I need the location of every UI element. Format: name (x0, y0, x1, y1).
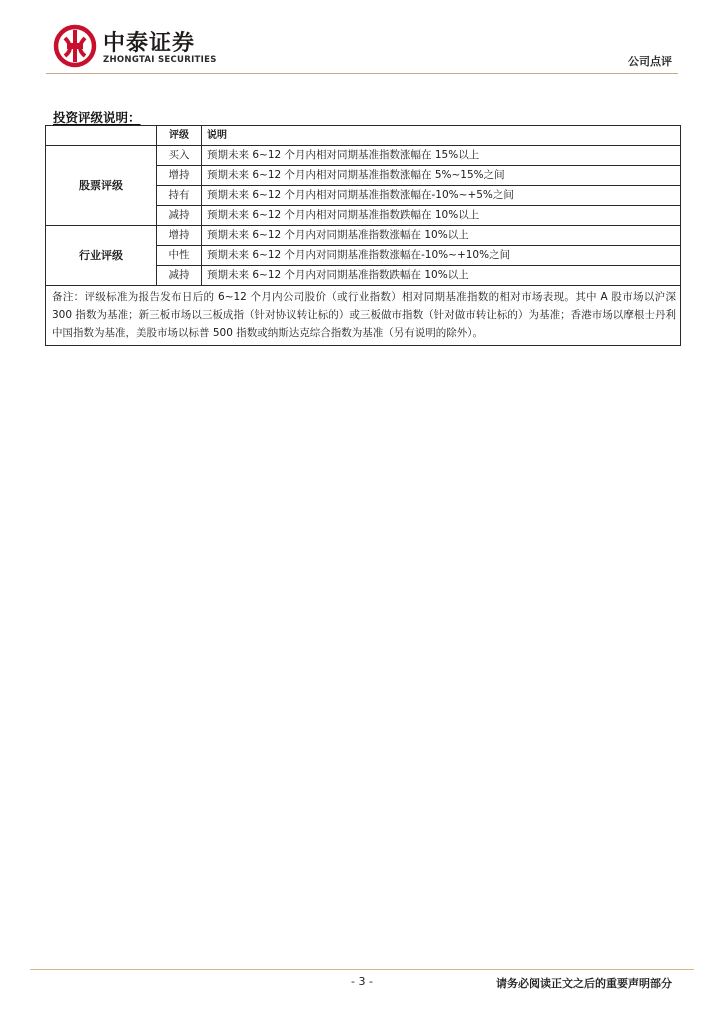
brand-name-cn: 中泰证券 (103, 31, 196, 56)
table-row (46, 146, 681, 166)
rating-level: 持有 (157, 186, 202, 206)
header-divider (46, 73, 678, 74)
section-title: 投资评级说明： (53, 110, 141, 125)
page-header (0, 0, 724, 80)
rating-description: 预期未来 6~12 个月内对同期基准指数涨幅在-10%~+10%之间 (202, 246, 681, 266)
table-header-level: 评级 (157, 126, 202, 146)
document-type-label: 公司点评 (628, 55, 672, 68)
group-stock-rating: 股票评级 (46, 146, 157, 226)
rating-level: 减持 (157, 206, 202, 226)
footer-disclaimer: 请务必阅读正文之后的重要声明部分 (496, 977, 672, 990)
rating-description: 预期未来 6~12 个月内相对同期基准指数涨幅在 15%以上 (202, 146, 681, 166)
rating-description: 预期未来 6~12 个月内对同期基准指数涨幅在 10%以上 (202, 226, 681, 246)
rating-level: 中性 (157, 246, 202, 266)
zhongtai-logo (53, 24, 253, 72)
table-header-blank (46, 126, 157, 146)
rating-level: 买入 (157, 146, 202, 166)
rating-description: 预期未来 6~12 个月内相对同期基准指数涨幅在 5%~15%之间 (202, 166, 681, 186)
rating-level: 增持 (157, 166, 202, 186)
rating-description: 预期未来 6~12 个月内相对同期基准指数涨幅在-10%~+5%之间 (202, 186, 681, 206)
group-industry-rating: 行业评级 (46, 226, 157, 286)
brand-name-en: ZHONGTAI SECURITIES (103, 55, 217, 65)
table-header-row (46, 126, 681, 146)
table-header-description: 说明 (202, 126, 681, 146)
rating-level: 增持 (157, 226, 202, 246)
table-row (46, 226, 681, 246)
rating-level: 减持 (157, 266, 202, 286)
page-number: - 3 - (351, 975, 373, 988)
rating-explanation-table (45, 125, 681, 346)
table-note-row (46, 286, 681, 346)
rating-description: 预期未来 6~12 个月内对同期基准指数跌幅在 10%以上 (202, 266, 681, 286)
footer-divider (30, 969, 694, 970)
rating-note: 备注：评级标准为报告发布日后的 6~12 个月内公司股价（或行业指数）相对同期基准指数的相对市场表现。其中 A 股市场以沪深 300 指数为基准；新三板市场以三板成指（针对协议转让标的）或三板做市指数（针对做市转让标的）为基准；香港市场以摩根士丹利中国指数为基准，美股市场以标普 500 指数或纳斯达克综合指数为基准（另有说明的除外）。 (46, 286, 681, 346)
zhongtai-logo-icon (53, 24, 97, 68)
rating-description: 预期未来 6~12 个月内相对同期基准指数跌幅在 10%以上 (202, 206, 681, 226)
